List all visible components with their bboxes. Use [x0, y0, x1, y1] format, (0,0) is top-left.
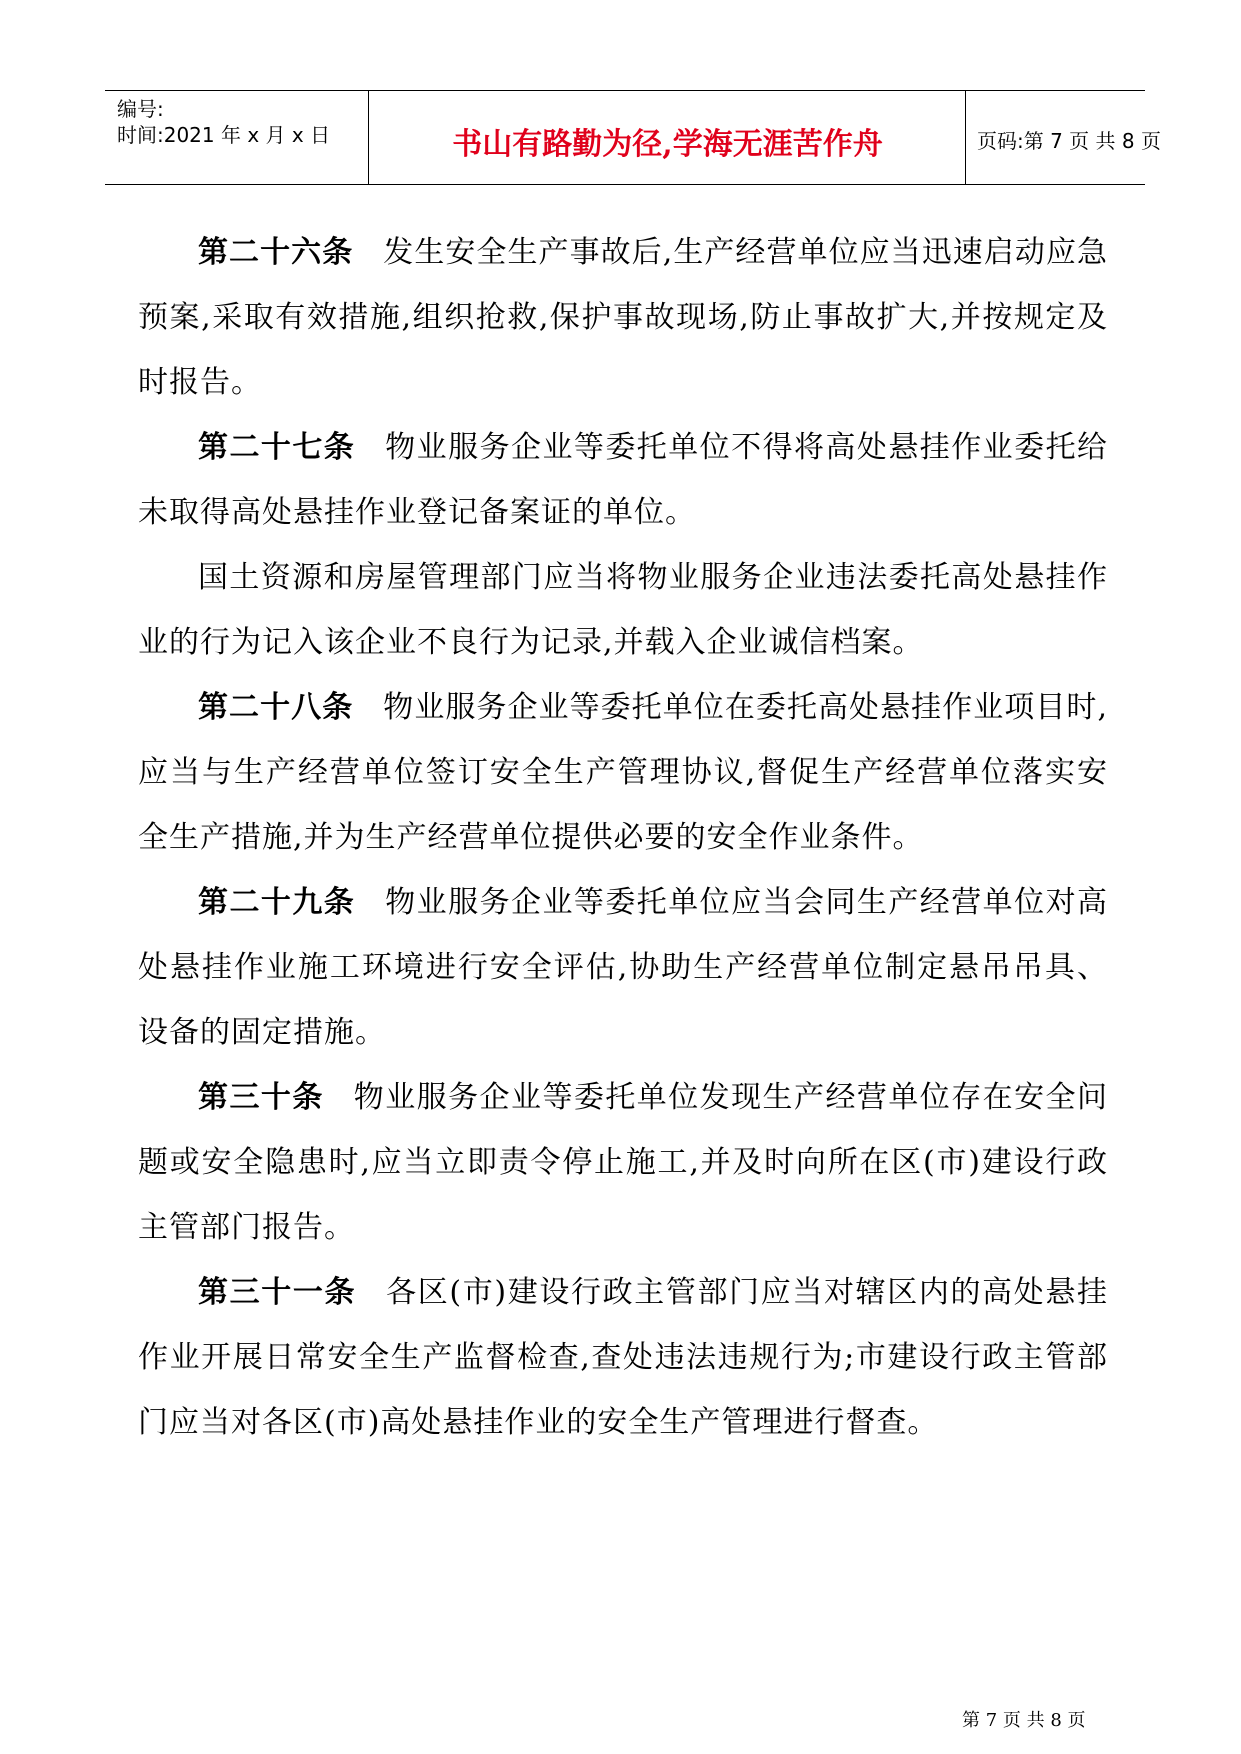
paragraph-article-27 [138, 415, 1108, 545]
article-text: 物业服务企业等委托单位在委托高处悬挂作业项目时,应当与生产经营单位签订安全生产管理协议,督促生产经营单位落实安全生产措施,并为生产经营单位提供必要的安全作业条件。 [138, 690, 1108, 855]
article-heading: 第三十条 [198, 1080, 324, 1115]
document-body [138, 220, 1108, 1455]
article-heading: 第三十一条 [198, 1275, 357, 1310]
article-text: 发生安全生产事故后,生产经营单位应当迅速启动应急预案,采取有效措施,组织抢救,保护事故现场,防止事故扩大,并按规定及时报告。 [138, 235, 1108, 400]
article-heading: 第二十八条 [198, 690, 354, 725]
paragraph-article-28 [138, 675, 1108, 870]
page-header [105, 90, 1161, 185]
header-page-number: 页码:第 7 页 共 8 页 [977, 129, 1161, 153]
document-number-label: 编号: [117, 97, 164, 121]
page-footer: 第 7 页 共 8 页 [962, 1710, 1086, 1731]
paragraph-article-27-continued [138, 545, 1108, 675]
paragraph-article-26 [138, 220, 1108, 415]
article-text: 物业服务企业等委托单位不得将高处悬挂作业委托给未取得高处悬挂作业登记备案证的单位。 [138, 430, 1109, 530]
article-text: 各区(市)建设行政主管部门应当对辖区内的高处悬挂作业开展日常安全生产监督检查,查处违法违规行为;市建设行政主管部门应当对各区(市)高处悬挂作业的安全生产管理进行督查。 [138, 1275, 1108, 1440]
header-motto: 书山有路勤为径,学海无涯苦作舟 [452, 127, 883, 162]
header-left-cell [105, 91, 369, 184]
header-right-cell [967, 91, 1161, 184]
article-heading: 第二十六条 [198, 235, 354, 270]
article-text: 国土资源和房屋管理部门应当将物业服务企业违法委托高处悬挂作业的行为记入该企业不良行为记录,并载入企业诚信档案。 [138, 560, 1108, 660]
paragraph-article-29 [138, 870, 1108, 1065]
paragraph-article-31 [138, 1260, 1108, 1455]
article-text: 物业服务企业等委托单位发现生产经营单位存在安全问题或安全隐患时,应当立即责令停止施工,并及时向所在区(市)建设行政主管部门报告。 [138, 1080, 1109, 1245]
paragraph-article-30 [138, 1065, 1108, 1260]
article-text: 物业服务企业等委托单位应当会同生产经营单位对高处悬挂作业施工环境进行安全评估,协助生产经营单位制定悬吊吊具、设备的固定措施。 [138, 885, 1109, 1050]
article-heading: 第二十七条 [198, 430, 356, 465]
article-heading: 第二十九条 [198, 885, 356, 920]
header-motto-cell [370, 91, 966, 184]
document-time-label: 时间:2021 年 x 月 x 日 [117, 123, 331, 147]
